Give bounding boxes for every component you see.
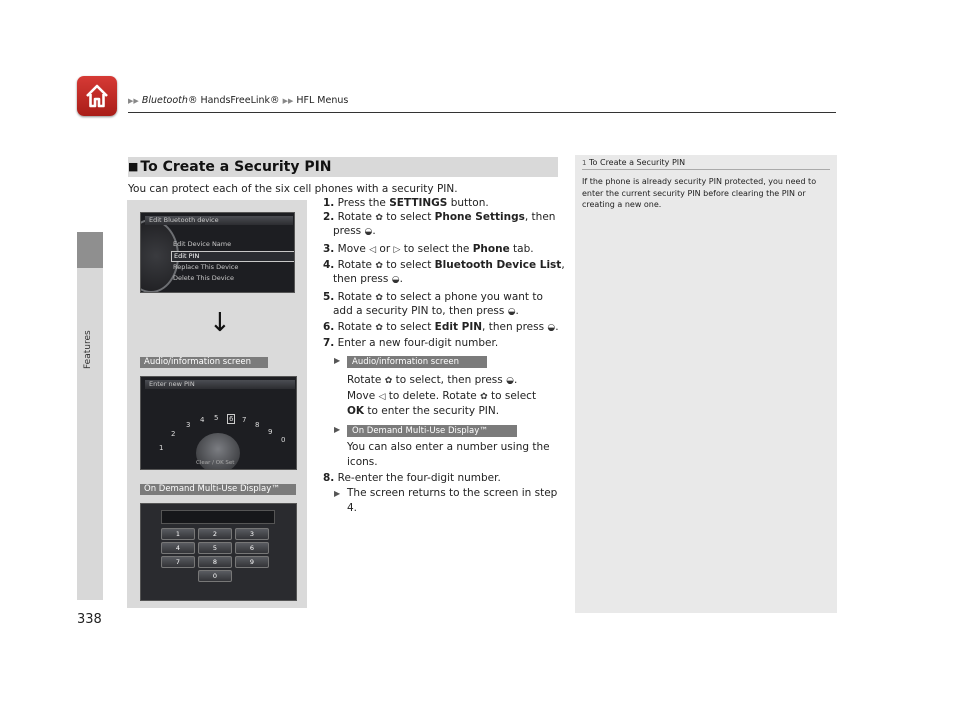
rotate-icon: ✿ bbox=[375, 323, 383, 333]
intro-text: You can protect each of the six cell phones with a security PIN. bbox=[128, 183, 458, 195]
step-4-cont: then press ◒. bbox=[333, 273, 403, 285]
pin-entry-field bbox=[161, 510, 275, 524]
dial-digit: 7 bbox=[242, 416, 247, 424]
ondemand-display-tag: On Demand Multi-Use Display™ bbox=[347, 425, 517, 437]
menu-item-edit-device-name: Edit Device Name bbox=[173, 240, 232, 248]
press-icon: ◒ bbox=[364, 227, 373, 237]
audio-screen-tag: Audio/information screen bbox=[347, 356, 487, 368]
note-ref-icon: 1 bbox=[582, 159, 587, 167]
audio-instruction-3: OK to enter the security PIN. bbox=[347, 405, 500, 417]
press-icon: ◒ bbox=[391, 275, 400, 285]
breadcrumb-handsfreelink[interactable]: ® HandsFreeLink® bbox=[187, 95, 280, 106]
dial-digit: 0 bbox=[281, 436, 286, 444]
section-heading bbox=[128, 157, 558, 177]
dial-digit: 2 bbox=[171, 430, 176, 438]
audio-instruction-1: Rotate ✿ to select, then press ◒. bbox=[347, 374, 518, 386]
menu-item-edit-pin: Edit PIN bbox=[171, 251, 295, 262]
keypad-key: 4 bbox=[161, 542, 195, 554]
rotate-icon: ✿ bbox=[375, 261, 383, 271]
keypad-key: 8 bbox=[198, 556, 232, 568]
press-icon: ◒ bbox=[547, 323, 556, 333]
screen-title: Edit Bluetooth device bbox=[145, 216, 293, 225]
note-body: If the phone is already security PIN protected, you need to enter the current security PIN before clearing the PIN or creating a new one. bbox=[582, 177, 817, 209]
menu-item-delete-device: Delete This Device bbox=[173, 274, 235, 282]
step-2: 2. Rotate ✿ to select Phone Settings, then bbox=[323, 211, 556, 223]
rotate-icon: ✿ bbox=[375, 213, 383, 223]
chapter-tab[interactable] bbox=[77, 268, 103, 600]
note-title: 1 To Create a Security PIN bbox=[582, 158, 686, 167]
triangle-icon: ▶ bbox=[334, 356, 341, 365]
dial-digit-selected: 6 bbox=[229, 415, 234, 423]
keypad-key: 2 bbox=[198, 528, 232, 540]
chapter-label: Features bbox=[83, 330, 93, 369]
page-number: 338 bbox=[77, 612, 102, 627]
triangle-icon: ▶ bbox=[334, 489, 341, 498]
section-marker: ■ bbox=[128, 160, 139, 173]
step-8-result: The screen returns to the screen in step bbox=[347, 487, 558, 499]
dial-digit: 5 bbox=[214, 414, 219, 422]
step-4: 4. Rotate ✿ to select Bluetooth Device List, bbox=[323, 259, 565, 271]
step-3: 3. Move ◁ or ▷ to select the Phone tab. bbox=[323, 243, 534, 255]
rotate-icon: ✿ bbox=[384, 376, 393, 386]
dial-digit: 1 bbox=[159, 444, 164, 452]
move-right-icon: ▷ bbox=[393, 245, 401, 255]
step-6: 6. Rotate ✿ to select Edit PIN, then press ◒. bbox=[323, 321, 559, 333]
keypad-key: 7 bbox=[161, 556, 195, 568]
note-divider bbox=[582, 169, 830, 170]
ondemand-display-tag: On Demand Multi-Use Display™ bbox=[140, 484, 296, 495]
edit-device-screen bbox=[140, 212, 295, 293]
dial-digit: 3 bbox=[186, 421, 191, 429]
section-title: To Create a Security PIN bbox=[140, 159, 332, 175]
enter-pin-screen bbox=[140, 376, 297, 470]
rotate-icon: ✿ bbox=[480, 392, 488, 402]
press-icon: ◒ bbox=[506, 376, 514, 386]
home-button[interactable] bbox=[77, 76, 117, 116]
keypad-key: 6 bbox=[235, 542, 269, 554]
keypad-key: 5 bbox=[198, 542, 232, 554]
press-icon: ◒ bbox=[507, 307, 516, 317]
audio-screen-tag: Audio/information screen bbox=[140, 357, 268, 368]
step-5-cont: add a security PIN to, then press ◒. bbox=[333, 305, 519, 317]
screen-bottom-bar: Clear / OK Set bbox=[196, 460, 235, 466]
menu-item-replace-device: Replace This Device bbox=[173, 263, 239, 271]
move-left-icon: ◁ bbox=[378, 392, 386, 402]
header-rule bbox=[128, 112, 836, 113]
dial-digit: 8 bbox=[255, 421, 260, 429]
keypad-screen bbox=[140, 503, 297, 601]
breadcrumb-hfl-menus[interactable]: HFL Menus bbox=[296, 95, 349, 106]
step-8: 8. Re-enter the four-digit number. bbox=[323, 472, 501, 484]
ondemand-instruction-1: You can also enter a number using the bbox=[347, 441, 550, 453]
breadcrumb: ▶▶ Bluetooth® HandsFreeLink® ▶▶ HFL Menus bbox=[128, 95, 349, 106]
step-7: 7. Enter a new four-digit number. bbox=[323, 337, 499, 349]
step-8-result-cont: 4. bbox=[347, 502, 358, 514]
step-5: 5. Rotate ✿ to select a phone you want to bbox=[323, 291, 543, 303]
dial-digit: 4 bbox=[200, 416, 205, 424]
keypad-key: 9 bbox=[235, 556, 269, 568]
step-1: 1. Press the SETTINGS button. bbox=[323, 197, 489, 209]
screen-title: Enter new PIN bbox=[145, 380, 295, 389]
dial-digit: 9 bbox=[268, 428, 273, 436]
keypad-key: 0 bbox=[198, 570, 232, 582]
triangle-icon: ▶ bbox=[334, 425, 341, 434]
home-icon bbox=[83, 82, 111, 110]
screenshot-panel bbox=[127, 200, 307, 608]
move-left-icon: ◁ bbox=[369, 245, 377, 255]
rotate-icon: ✿ bbox=[375, 293, 383, 303]
chapter-tab-marker bbox=[77, 232, 103, 268]
keypad-key: 3 bbox=[235, 528, 269, 540]
ondemand-instruction-2: icons. bbox=[347, 456, 378, 468]
keypad-key: 1 bbox=[161, 528, 195, 540]
note-panel bbox=[575, 155, 837, 613]
step-2-cont: press ◒. bbox=[333, 225, 376, 237]
arrow-down-icon: ↓ bbox=[209, 308, 231, 338]
audio-instruction-2: Move ◁ to delete. Rotate ✿ to select bbox=[347, 390, 537, 402]
breadcrumb-bluetooth[interactable]: Bluetooth bbox=[141, 95, 188, 106]
